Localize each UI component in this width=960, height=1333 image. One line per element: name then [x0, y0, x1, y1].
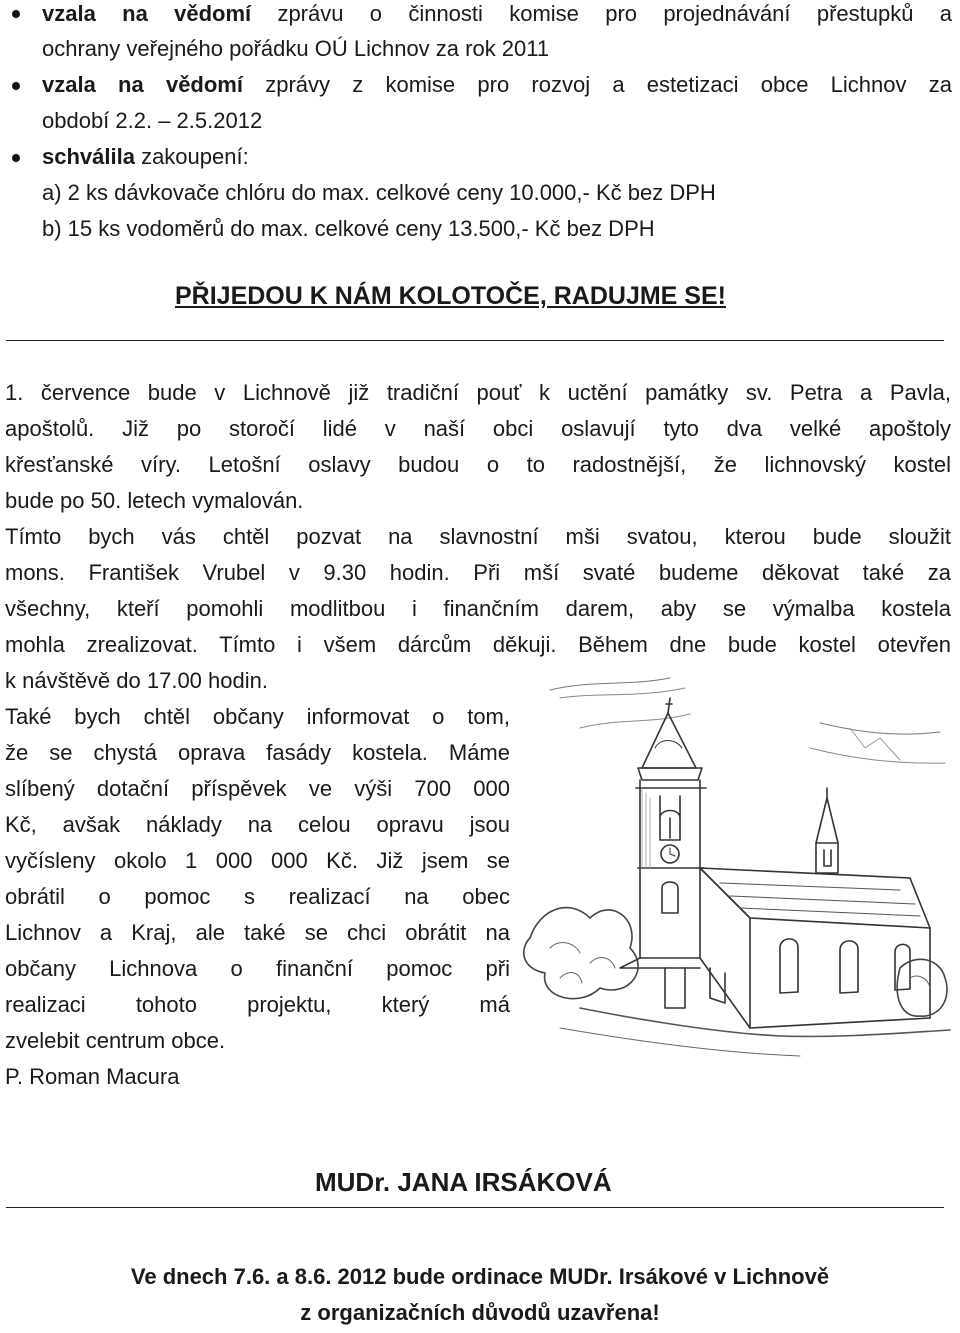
article-line: Také bych chtěl občany informovat o tom, — [5, 704, 510, 729]
resolution-verb: vzala na vědomí — [42, 1, 252, 26]
article-line: apoštolů. Již po storočí lidé v naší obci oslavují tyto dva velké apoštoly — [5, 416, 951, 441]
article-line: obrátil o pomoc s realizací na obec — [5, 884, 510, 909]
heading-kolotoce: PŘIJEDOU K NÁM KOLOTOČE, RADUJME SE! — [175, 282, 726, 310]
article-line: Lichnov a Kraj, ale také se chci obrátit na — [5, 920, 510, 945]
article-body — [5, 375, 951, 699]
article-line: vyčísleny okolo 1 000 000 Kč. Již jsem se — [5, 848, 510, 873]
article-line: že se chystá oprava fasády kostela. Máme — [5, 740, 510, 765]
resolution-text: zprávu o činnosti komise pro projednávání přestupků a — [251, 1, 952, 26]
resolution-2-line-1 — [42, 67, 952, 103]
article-line: zvelebit centrum obce. — [5, 1028, 226, 1053]
resolution-1-line-2: ochrany veřejného pořádku OÚ Lichnov za rok 2011 — [42, 36, 550, 61]
resolution-text: zprávy z komise pro rozvoj a estetizaci obce Lichnov za — [242, 72, 952, 97]
signature: P. Roman Macura — [5, 1064, 180, 1089]
resolution-1-line-1 — [42, 0, 952, 32]
article-line: 1. července bude v Lichnově již tradiční pouť k uctění památky sv. Petra a Pavla, — [5, 380, 951, 405]
resolution-verb: vzala na vědomí — [42, 72, 243, 97]
resolution-text: zakoupení: — [134, 144, 249, 169]
article-line: slíbený dotační příspěvek ve výši 700 000 — [5, 776, 510, 801]
resolution-verb: schválila — [42, 144, 135, 169]
article-line: Kč, avšak náklady na celou opravu jsou — [5, 812, 510, 837]
church-sketch-image — [520, 668, 955, 1088]
bullet-icon — [12, 10, 20, 18]
article-line: bude po 50. letech vymalován. — [5, 488, 304, 513]
bullet-icon — [12, 82, 20, 90]
article-line: všechny, kteří pomohli modlitbou i finančním darem, aby se výmalba kostela — [5, 596, 951, 621]
article-line: mons. František Vrubel v 9.30 hodin. Při mší svaté budeme děkovat také za — [5, 560, 951, 585]
article-line: realizaci tohoto projektu, který má — [5, 992, 510, 1017]
purchase-item-a: a) 2 ks dávkovače chlóru do max. celkové ceny 10.000,- Kč bez DPH — [42, 180, 716, 205]
closure-notice-line-1: Ve dnech 7.6. a 8.6. 2012 bude ordinace MUDr. Irsákové v Lichnově — [130, 1264, 830, 1289]
article-line: Tímto bych vás chtěl pozvat na slavnostní mši svatou, kterou bude sloužit — [5, 524, 951, 549]
resolution-3-line-1 — [42, 139, 249, 175]
article-line: mohla zrealizovat. Tímto i všem dárcům děkuji. Během dne bude kostel otevřen — [5, 632, 951, 657]
article-line: křesťanské víry. Letošní oslavy budou o to radostnější, že lichnovský kostel — [5, 452, 951, 477]
article-fasade — [5, 699, 510, 1095]
purchase-item-b: b) 15 ks vodoměrů do max. celkové ceny 13.500,- Kč bez DPH — [42, 216, 655, 241]
resolution-2-line-2: období 2.2. – 2.5.2012 — [42, 108, 263, 133]
closure-notice-line-2: z organizačních důvodů uzavřena! — [300, 1300, 660, 1325]
divider — [6, 340, 944, 341]
heading-mudr: MUDr. JANA IRSÁKOVÁ — [315, 1167, 612, 1197]
article-line: občany Lichnova o finanční pomoc při — [5, 956, 510, 981]
article-line: k návštěvě do 17.00 hodin. — [5, 668, 268, 693]
divider — [6, 1207, 944, 1208]
bullet-icon — [12, 154, 20, 162]
